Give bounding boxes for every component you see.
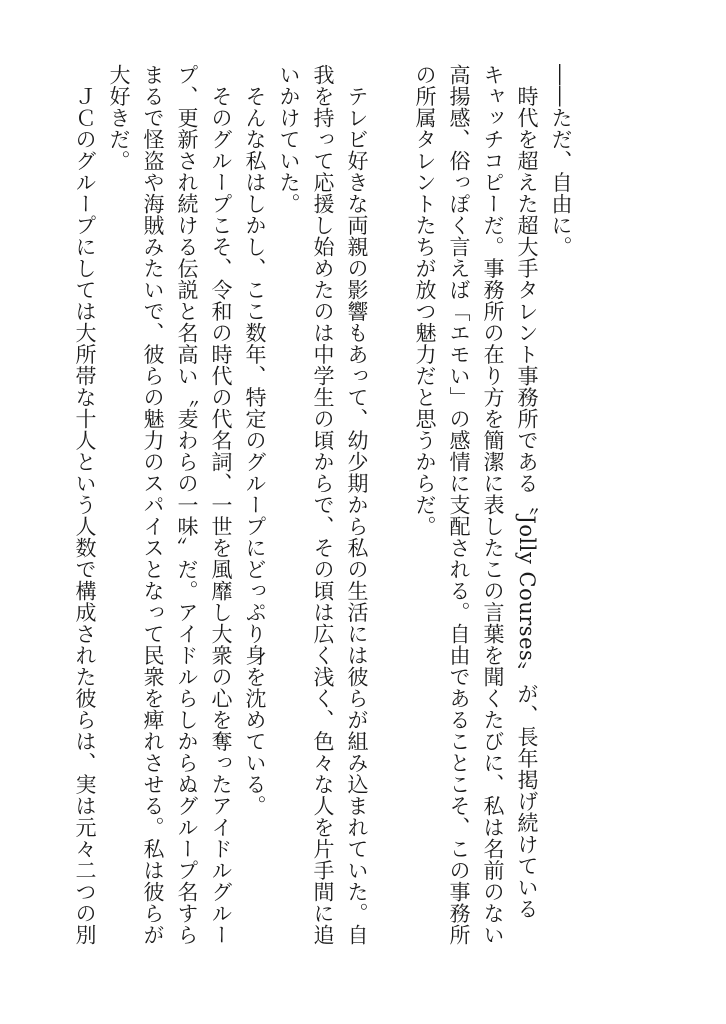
- vertical-text-body: [73, 64, 578, 954]
- text-line: ＪＣのグループにしては大所帯な十人という人数で構成された彼らは、実は元々二つの別: [73, 64, 97, 946]
- text-line: の所属タレントたちが放つ魅力だと思うからだ。: [413, 64, 437, 537]
- text-line: 高揚感、俗っぽく言えば「エモい」の感情に支配される。自由であることこそ、この事務所: [447, 64, 471, 946]
- text-line: テレビ好きな両親の影響もあって、幼少期から私の生活には彼らが組み込まれていた。自: [345, 64, 369, 946]
- text-line: そんな私はしかし、ここ数年、特定のグループにどっぷり身を沈めている。: [243, 64, 267, 817]
- text-line: いかけていた。: [277, 64, 301, 215]
- text-line: まるで怪盗や海賊みたいで、彼らの魅力のスパイスとなって民衆を痺れさせる。私は彼らが: [141, 64, 165, 946]
- text-line: そのグループこそ、令和の時代の代名詞、一世を風靡し大衆の心を奪ったアイドルグルー: [209, 64, 233, 946]
- text-line: 我を持って応援し始めたのは中学生の頃からで、その頃は広く浅く、色々な人を片手間に追: [311, 64, 335, 946]
- text-line: 大好きだ。: [107, 64, 131, 172]
- text-line: ――ただ、自由に。: [549, 64, 573, 258]
- paragraph-gap: [374, 64, 408, 954]
- text-line: キャッチコピーだ。事務所の在り方を簡潔に表したこの言葉を聞くたびに、私は名前のない: [481, 64, 505, 946]
- text-line: 時代を超えた超大手タレント事務所である〝Jolly Courses〟が、長年掲げ続けている: [515, 64, 539, 920]
- text-line: プ、更新され続ける伝説と名高い〝麦わらの一味〟だ。アイドルらしからぬグループ名すら: [175, 64, 199, 946]
